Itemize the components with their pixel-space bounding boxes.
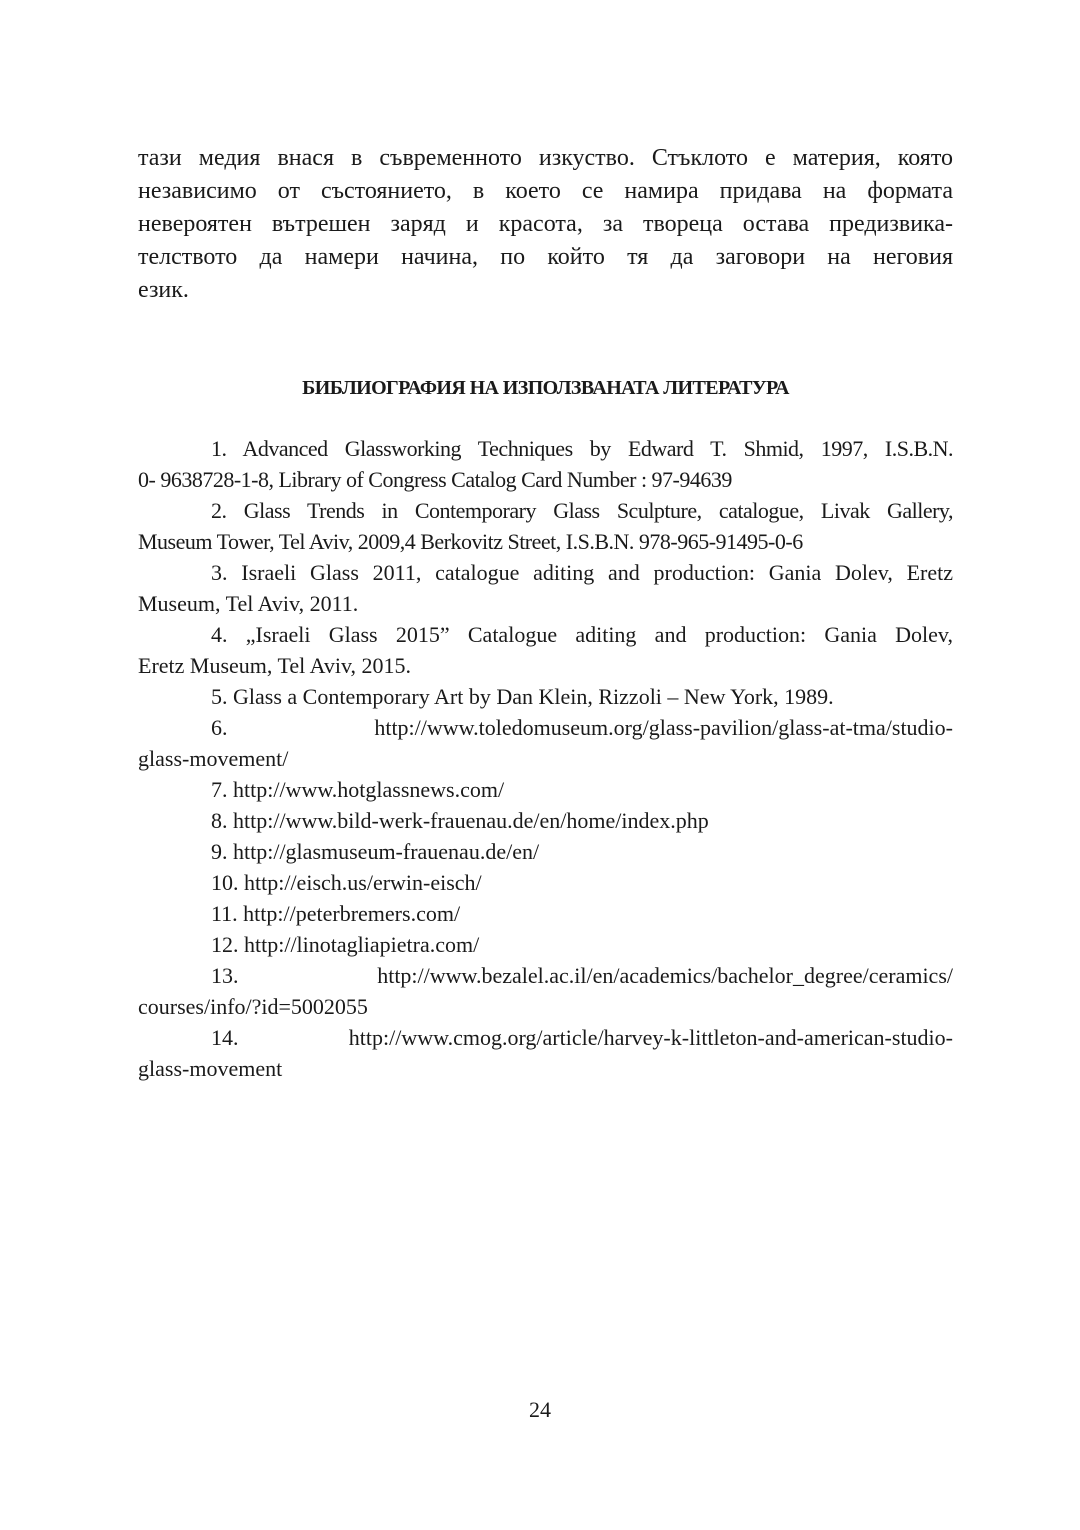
bibliography-entry-line: Museum Tower, Tel Aviv, 2009,4 Berkovitz Street, I.S.B.N. 978-965-91495-0-6: [138, 529, 803, 554]
bibliography-list: [138, 433, 953, 1084]
bibliography-entry: [138, 774, 953, 805]
intro-paragraph: [138, 142, 953, 307]
bibliography-entry-line: 6. http://www.toledomuseum.org/glass-pavilion/glass-at-tma/studio-: [211, 715, 953, 740]
page-number: 24: [529, 1397, 551, 1422]
bibliography-entry: [138, 929, 953, 960]
bibliography-entry-line: 2. Glass Trends in Contemporary Glass Sculpture, catalogue, Livak Gallery,: [211, 498, 953, 523]
bibliography-entry-line: 0- 9638728-1-8, Library of Congress Catalog Card Number : 97-94639: [138, 467, 732, 492]
bibliography-entry: [138, 681, 953, 712]
bibliography-entry: [138, 433, 953, 495]
bibliography-entry-line: 1. Advanced Glassworking Techniques by Edward T. Shmid, 1997, I.S.B.N.: [211, 436, 953, 461]
bibliography-entry-line: 12. http://linotagliapietra.com/: [211, 932, 480, 957]
bibliography-entry-line: 10. http://eisch.us/erwin-eisch/: [211, 870, 482, 895]
bibliography-entry: [138, 805, 953, 836]
bibliography-entry-line: glass-movement/: [138, 746, 289, 771]
bibliography-entry-line: 11. http://peterbremers.com/: [211, 901, 461, 926]
bibliography-entry-line: 7. http://www.hotglassnews.com/: [211, 777, 505, 802]
bibliography-entry: [138, 712, 953, 774]
bibliography-entry-line: 14. http://www.cmog.org/article/harvey-k-littleton-and-american-studio-: [211, 1025, 953, 1050]
bibliography-entry: [138, 1022, 953, 1084]
intro-line: независимо от състоянието, в което се намира придава на формата: [138, 178, 953, 204]
bibliography-entry: [138, 867, 953, 898]
bibliography-entry-line: 5. Glass a Contemporary Art by Dan Klein, Rizzoli – New York, 1989.: [211, 684, 834, 709]
bibliography-entry: [138, 960, 953, 1022]
bibliography-entry-line: 4. „Israeli Glass 2015” Catalogue aditing and production: Gania Dolev,: [211, 622, 953, 647]
intro-line: тази медия внася в съвременното изкуство. Стъклото е материя, която: [138, 145, 953, 171]
bibliography-entry-line: courses/info/?id=5002055: [138, 994, 368, 1019]
bibliography-entry: [138, 557, 953, 619]
bibliography-entry-line: Museum, Tel Aviv, 2011.: [138, 591, 359, 616]
bibliography-entry: [138, 495, 953, 557]
bibliography-entry: [138, 619, 953, 681]
bibliography-entry: [138, 898, 953, 929]
intro-line: телството да намери начина, по който тя да заговори на неговия: [138, 244, 953, 270]
bibliography-heading: БИБЛИОГРАФИЯ НА ИЗПОЛЗВАНАТА ЛИТЕРАТУРА: [302, 377, 789, 399]
bibliography-entry-line: Eretz Museum, Tel Aviv, 2015.: [138, 653, 412, 678]
intro-line: невероятен вътрешен заряд и красота, за твореца остава предизвика-: [138, 211, 953, 237]
bibliography-entry-line: 8. http://www.bild-werk-frauenau.de/en/home/index.php: [211, 808, 709, 833]
bibliography-entry-line: 9. http://glasmuseum-frauenau.de/en/: [211, 839, 540, 864]
bibliography-entry-line: 3. Israeli Glass 2011, catalogue aditing and production: Gania Dolev, Eretz: [211, 560, 953, 585]
intro-line: език.: [138, 277, 189, 303]
bibliography-entry-line: glass-movement: [138, 1056, 283, 1081]
bibliography-entry-line: 13. http://www.bezalel.ac.il/en/academics/bachelor_degree/ceramics/: [211, 963, 953, 988]
bibliography-entry: [138, 836, 953, 867]
